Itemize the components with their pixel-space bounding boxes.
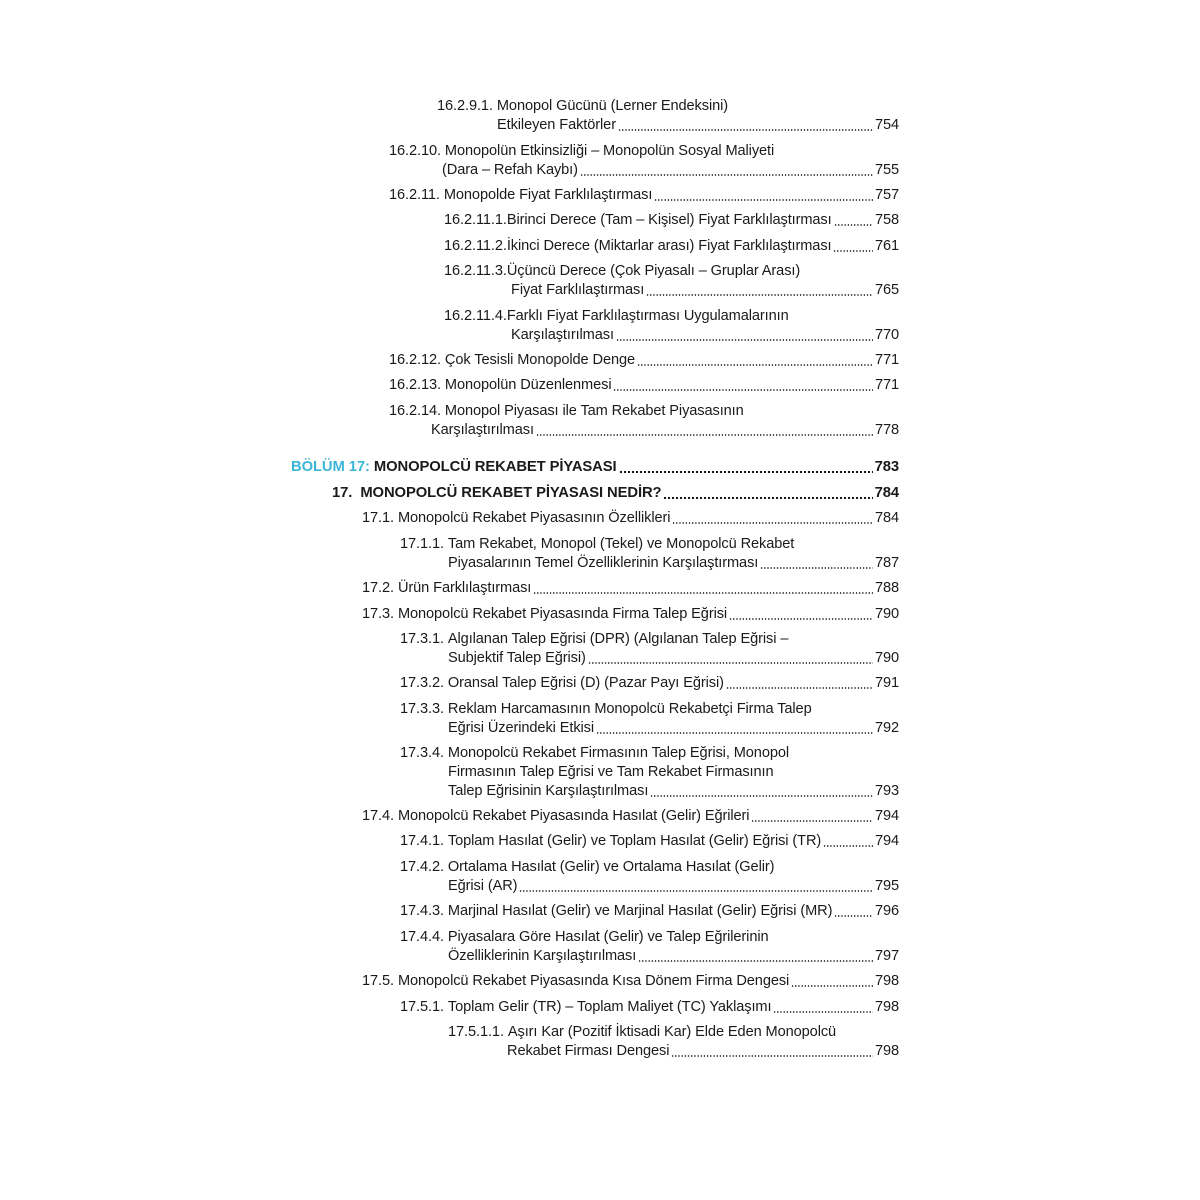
toc-page: 761 xyxy=(874,238,899,254)
dot-leader xyxy=(616,338,873,342)
dot-leader xyxy=(596,731,873,735)
toc-title: Monopolde Fiyat Farklılaştırması xyxy=(443,187,653,203)
toc-title: Eğrisi Üzerindeki Etkisi xyxy=(448,720,595,736)
toc-title: Talep Eğrisinin Karşılaştırılması xyxy=(448,783,649,799)
toc-title: Özelliklerinin Karşılaştırılması xyxy=(448,948,637,964)
toc-page: 797 xyxy=(874,948,899,964)
toc-title: Aşırı Kar (Pozitif İktisadi Kar) Elde Eden Monopolcü xyxy=(507,1024,837,1040)
chapter-label: BÖLÜM 17: xyxy=(291,459,370,475)
toc-page: 794 xyxy=(874,833,899,849)
toc-number: 17. xyxy=(332,485,353,501)
toc-number: 17.4.3. xyxy=(400,903,444,919)
toc-entry xyxy=(400,928,899,966)
toc-entry xyxy=(362,579,899,598)
toc-entry xyxy=(389,142,899,180)
toc-number: 17.3.3. xyxy=(400,701,444,717)
dot-leader xyxy=(519,889,872,893)
toc-entry xyxy=(389,376,899,395)
toc-number: 16.2.11.2. xyxy=(444,238,507,254)
toc-entry xyxy=(400,630,899,668)
toc-number: 17.4. xyxy=(362,808,394,824)
toc-number: 16.2.11.3. xyxy=(444,263,507,279)
dot-leader xyxy=(834,914,873,918)
chapter-heading xyxy=(291,458,899,477)
toc-title: Oransal Talep Eğrisi (D) (Pazar Payı Eğrisi) xyxy=(447,675,724,691)
toc-page: 791 xyxy=(874,675,899,691)
toc-number: 17.3.1. xyxy=(400,631,444,647)
toc-page: 798 xyxy=(874,1043,899,1059)
toc-title: Subjektif Talep Eğrisi) xyxy=(448,650,586,666)
dot-leader xyxy=(536,433,873,437)
dot-leader xyxy=(751,819,873,823)
toc-page: 798 xyxy=(874,973,899,989)
toc-title: Karşılaştırılması xyxy=(511,327,614,343)
dot-leader xyxy=(726,686,873,690)
toc-number: 16.2.11.4. xyxy=(444,308,507,324)
toc-page: 784 xyxy=(874,485,899,501)
toc-title: Piyasalarının Temel Özelliklerinin Karşılaştırması xyxy=(448,555,759,571)
toc-number: 16.2.10. xyxy=(389,143,441,159)
dot-leader xyxy=(729,617,873,621)
toc-page: 771 xyxy=(874,352,899,368)
toc-entry xyxy=(444,262,899,300)
toc-number: 17.1. xyxy=(362,510,394,526)
toc-page: 798 xyxy=(874,999,899,1015)
toc-entry xyxy=(362,807,899,826)
toc-number: 17.1.1. xyxy=(400,536,444,552)
toc-title: Ortalama Hasılat (Gelir) ve Ortalama Hasılat (Gelir) xyxy=(447,859,775,875)
toc-title: Monopolcü Rekabet Piyasasında Kısa Dönem Firma Dengesi xyxy=(397,973,790,989)
toc-page: 765 xyxy=(874,282,899,298)
toc-number: 16.2.13. xyxy=(389,377,441,393)
toc-title: Monopolün Etkinsizliği – Monopolün Sosyal Maliyeti xyxy=(444,143,775,159)
toc-title: Monopol Piyasası ile Tam Rekabet Piyasasının xyxy=(444,403,744,419)
toc-entry xyxy=(362,509,899,528)
toc-title: Üçüncü Derece (Çok Piyasalı – Gruplar Arası) xyxy=(506,263,801,279)
toc-number: 17.4.2. xyxy=(400,859,444,875)
toc-page: 787 xyxy=(874,555,899,571)
toc-title: Farklı Fiyat Farklılaştırması Uygulamalarının xyxy=(506,308,789,324)
toc-title: MONOPOLCÜ REKABET PİYASASI NEDİR? xyxy=(360,485,662,501)
toc-page: 770 xyxy=(874,327,899,343)
dot-leader xyxy=(833,249,872,253)
dot-leader xyxy=(618,128,873,132)
toc-entry xyxy=(389,351,899,370)
toc-entry xyxy=(400,744,899,801)
toc-title: Monopolcü Rekabet Firmasının Talep Eğrisi, Monopol xyxy=(447,745,790,761)
toc-page: 790 xyxy=(874,606,899,622)
toc-page: 778 xyxy=(874,422,899,438)
toc-number: 16.2.12. xyxy=(389,352,441,368)
toc-entry xyxy=(400,674,899,693)
toc-title: Karşılaştırılması xyxy=(431,422,534,438)
dot-leader xyxy=(760,566,873,570)
toc-title: Monopolün Düzenlenmesi xyxy=(444,377,612,393)
dot-leader xyxy=(533,591,873,595)
toc-title: Monopolcü Rekabet Piyasasında Firma Talep Eğrisi xyxy=(397,606,728,622)
toc-page: 758 xyxy=(874,212,899,228)
toc-entry xyxy=(389,402,899,440)
toc-title: Monopolcü Rekabet Piyasasında Hasılat (Gelir) Eğrileri xyxy=(397,808,750,824)
toc-entry xyxy=(400,700,899,738)
toc-title: Ürün Farklılaştırması xyxy=(397,580,532,596)
toc-number: 16.2.11. xyxy=(389,187,440,203)
toc-number: 16.2.14. xyxy=(389,403,441,419)
toc-entry xyxy=(444,237,899,256)
toc-page: 755 xyxy=(874,162,899,178)
toc-entry xyxy=(444,307,899,345)
toc-entry xyxy=(362,972,899,991)
toc-title: Toplam Hasılat (Gelir) ve Toplam Hasılat (Gelir) Eğrisi (TR) xyxy=(447,833,822,849)
dot-leader xyxy=(654,198,873,202)
toc-title: Reklam Harcamasının Monopolcü Rekabetçi Firma Talep xyxy=(447,701,812,717)
toc-title: Birinci Derece (Tam – Kişisel) Fiyat Farklılaştırması xyxy=(506,212,832,228)
toc-number: 17.4.4. xyxy=(400,929,444,945)
toc-title: Toplam Gelir (TR) – Toplam Maliyet (TC) Yaklaşımı xyxy=(447,999,772,1015)
toc-title: Eğrisi (AR) xyxy=(448,878,518,894)
toc-entry xyxy=(437,97,899,135)
toc-number: 17.5.1. xyxy=(400,999,444,1015)
dot-leader xyxy=(773,1010,873,1014)
toc-page: 790 xyxy=(874,650,899,666)
toc-title: Algılanan Talep Eğrisi (DPR) (Algılanan Talep Eğrisi – xyxy=(447,631,789,647)
dot-leader xyxy=(613,388,872,392)
toc-entry xyxy=(362,605,899,624)
toc-entry xyxy=(400,998,899,1017)
toc-number: 16.2.9.1. xyxy=(437,98,493,114)
toc-title: Piyasalara Göre Hasılat (Gelir) ve Talep Eğrilerinin xyxy=(447,929,769,945)
toc-entry xyxy=(400,858,899,896)
dot-leader xyxy=(580,173,873,177)
toc-page: 784 xyxy=(874,510,899,526)
toc-page: 794 xyxy=(874,808,899,824)
toc-number: 16.2.11.1. xyxy=(444,212,507,228)
dot-leader xyxy=(619,470,873,474)
toc-page: 793 xyxy=(874,783,899,799)
dot-leader xyxy=(650,794,873,798)
toc-number: 17.3. xyxy=(362,606,394,622)
dot-leader xyxy=(663,496,872,500)
toc-page: 754 xyxy=(874,117,899,133)
toc-title: Çok Tesisli Monopolde Denge xyxy=(444,352,636,368)
toc-entry xyxy=(444,211,899,230)
dot-leader xyxy=(834,223,873,227)
toc-entry xyxy=(400,902,899,921)
dot-leader xyxy=(637,363,873,367)
toc-number: 17.3.2. xyxy=(400,675,444,691)
toc-title: Monopol Gücünü (Lerner Endeksini) xyxy=(496,98,729,114)
toc-number: 17.3.4. xyxy=(400,745,444,761)
dot-leader xyxy=(638,959,873,963)
toc-page: 796 xyxy=(874,903,899,919)
section-heading xyxy=(332,484,899,503)
toc-page: 795 xyxy=(874,878,899,894)
dot-leader xyxy=(588,661,873,665)
toc-title: Etkileyen Faktörler xyxy=(497,117,616,133)
dot-leader xyxy=(672,521,872,525)
dot-leader xyxy=(791,984,873,988)
toc-entry xyxy=(400,535,899,573)
toc-title: Fiyat Farklılaştırması xyxy=(511,282,645,298)
toc-number: 17.5.1.1. xyxy=(448,1024,504,1040)
toc-entry xyxy=(389,186,899,205)
toc-title: Rekabet Firması Dengesi xyxy=(507,1043,670,1059)
toc-page: 788 xyxy=(874,580,899,596)
toc-entry xyxy=(400,832,899,851)
toc-title: (Dara – Refah Kaybı) xyxy=(442,162,578,178)
dot-leader xyxy=(646,293,873,297)
toc-page: 757 xyxy=(874,187,899,203)
toc-entry xyxy=(448,1023,899,1061)
chapter-title: MONOPOLCÜ REKABET PİYASASI xyxy=(373,459,617,475)
toc-number: 17.4.1. xyxy=(400,833,444,849)
toc-number: 17.5. xyxy=(362,973,394,989)
dot-leader xyxy=(823,844,873,848)
dot-leader xyxy=(671,1054,873,1058)
toc-title: Marjinal Hasılat (Gelir) ve Marjinal Hasılat (Gelir) Eğrisi (MR) xyxy=(447,903,833,919)
toc-page: 783 xyxy=(874,459,899,475)
toc-title: İkinci Derece (Miktarlar arası) Fiyat Farklılaştırması xyxy=(506,238,832,254)
toc-title: Tam Rekabet, Monopol (Tekel) ve Monopolcü Rekabet xyxy=(447,536,795,552)
toc-page: 771 xyxy=(874,377,899,393)
toc-title: Firmasının Talep Eğrisi ve Tam Rekabet Firmasının xyxy=(448,764,774,780)
toc-title: Monopolcü Rekabet Piyasasının Özellikleri xyxy=(397,510,671,526)
toc-number: 17.2. xyxy=(362,580,394,596)
toc-page: 792 xyxy=(874,720,899,736)
